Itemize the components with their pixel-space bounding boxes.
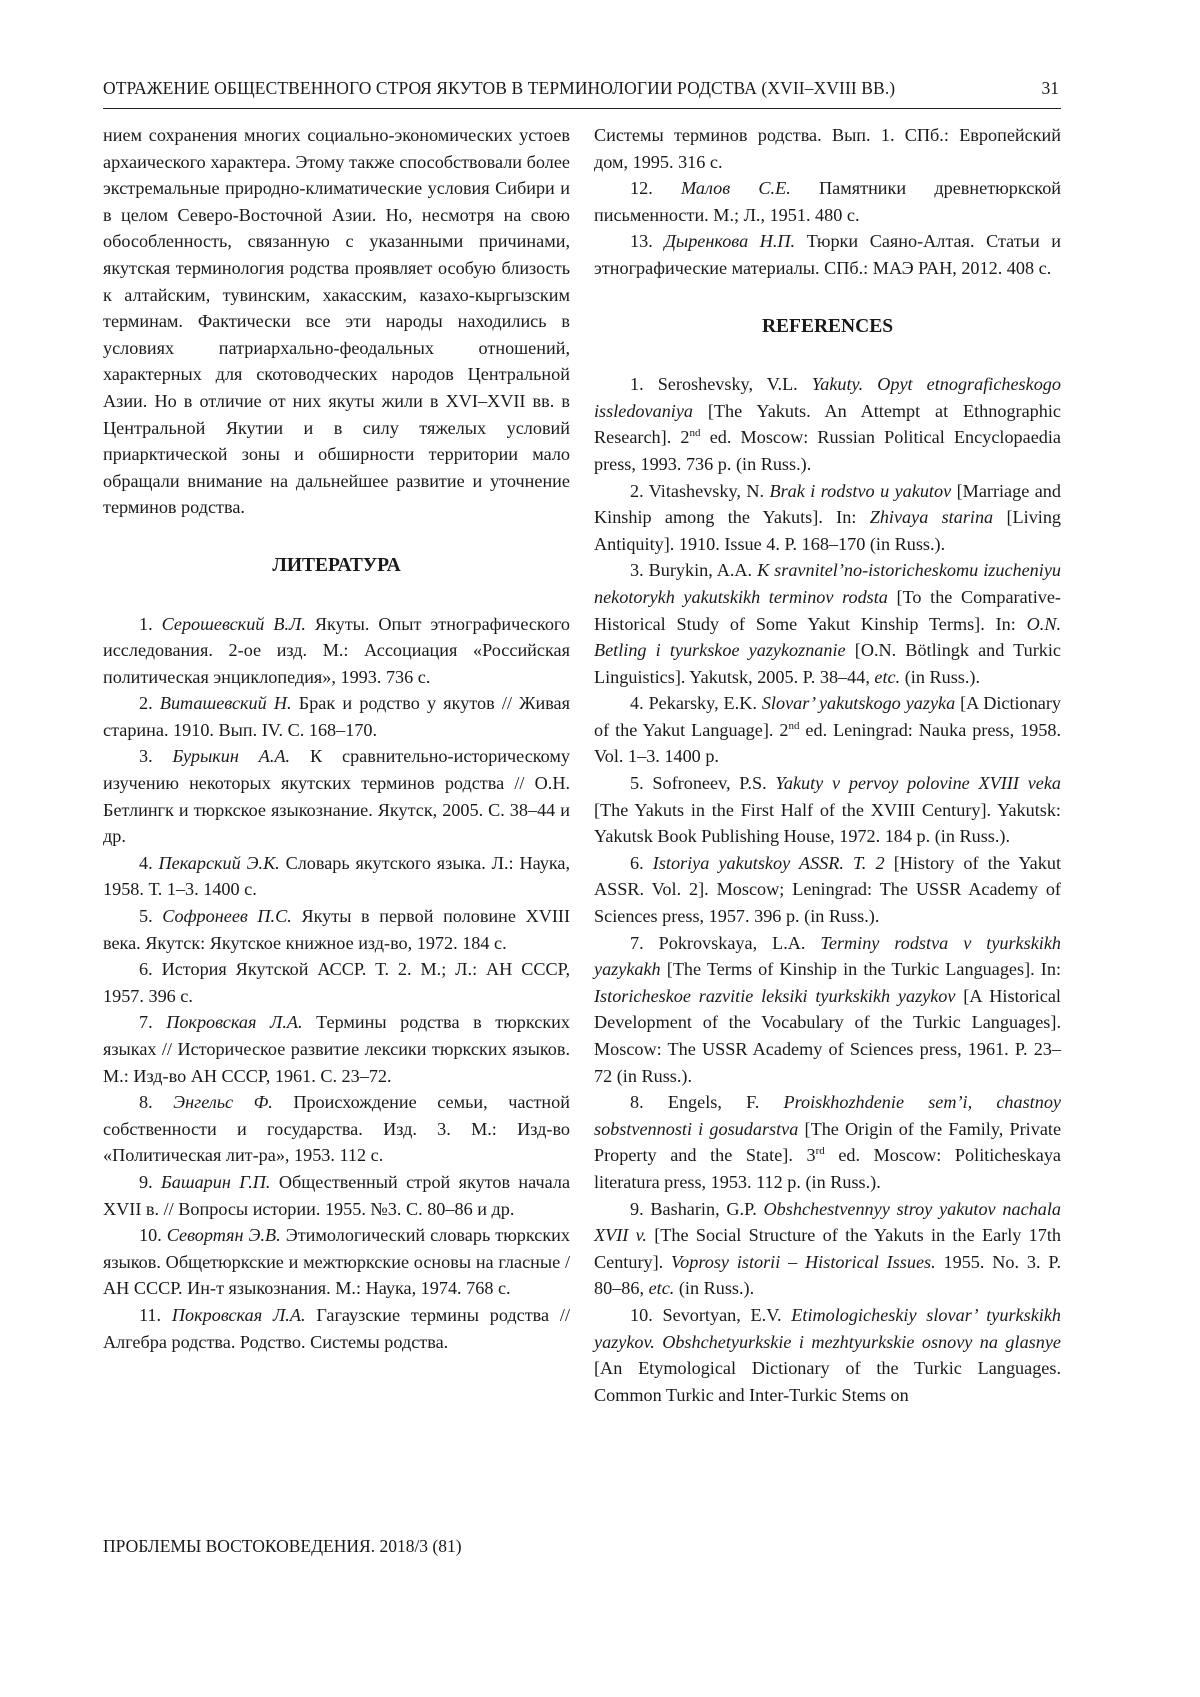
lit-item-9: 9. Башарин Г.П. Общественный строй якутов начала XVII в. // Вопросы истории. 1955. №3. С. 80–86 и др. (103, 1171, 571, 1219)
body-paragraph: нием сохранения многих социально-экономических устоев архаического характера. Этому также способствовали более экстремальные природно-климатические условия Сибири и в целом Северо-Восточной Азии. Но, несмотря на свою обособленность, связанную с указанными причинами, якутская терминология родства проявляет особую близость к алтайским, тувинским, хакасским, казахо-кыргызским терминам. Фактически все эти народы находились в условиях патриархально-феодальных отношений, характерных для скотоводческих народов Центральной Азии. Но в отличие от них якуты жили в XVI–XVII вв. в Центральной Якутии и в силу тяжелых условий приарктической зоны и обширности территории мало обращали внимание на дальнейшее развитие и уточнение терминов родства. (103, 125, 570, 518)
ref-item-3: 3. Burykin, A.A. K sravnitel’no-istoricheskomu izucheniyu nekotorykh yakutskikh terminov rodsta [To the Comparative-Historical Study of Some Yakut Kinship Terms]. In: O.N. Betling i tyurkskoe yazykoznanie [O.N. Bötlingk and Turkic Linguistics]. Yakutsk, 2005. P. 38–44, etc. (in Russ.). (594, 560, 1062, 687)
ref-item-5: 5. Sofroneev, P.S. Yakuty v pervoy polovine XVIII veka [The Yakuts in the First Half of the XVIII Century]. Yakutsk: Yakutsk Book Publishing House, 1972. 184 p. (in Russ.). (594, 773, 1062, 847)
page-number: 31 (1041, 78, 1059, 98)
running-title: ОТРАЖЕНИЕ ОБЩЕСТВЕННОГО СТРОЯ ЯКУТОВ В ТЕРМИНОЛОГИИ РОДСТВА (XVII–XVIII ВВ.) (103, 78, 896, 98)
lit-item-11: 11. Покровская Л.А. Гагаузские термины родства // Алгебра родства. Родство. Системы родства. (103, 1304, 571, 1352)
ref-item-1: 1. Seroshevsky, V.L. Yakuty. Opyt etnograficheskogo issledovaniya [The Yakuts. An Attempt at Ethnographic Research]. 2nd ed. Moscow: Russian Political Encyclopaedia press, 1993. 736 p. (in Russ.). (594, 374, 1061, 474)
lit-item-6: 6. История Якутской АССР. Т. 2. М.; Л.: АН СССР, 1957. 396 с. (103, 959, 571, 1006)
lit-item-4: 4. Пекарский Э.К. Словарь якутского языка. Л.: Наука, 1958. Т. 1–3. 1400 с. (103, 852, 570, 900)
journal-footer: ПРОБЛЕМЫ ВОСТОКОВЕДЕНИЯ. 2018/3 (81) (103, 1536, 462, 1556)
references-heading: REFERENCES (761, 315, 894, 337)
lit-item-7: 7. Покровская Л.А. Термины родства в тюркских языках // Историческое развитие лексики тюркских языков. М.: Изд-во АН СССР, 1961. С. 23–72. (103, 1012, 570, 1086)
lit-item-13: 13. Дыренкова Н.П. Тюрки Саяно-Алтая. Статьи и этнографические материалы. СПб.: МАЭ РАН, 2012. 408 с. (594, 231, 1062, 278)
ref-item-10: 10. Sevortyan, E.V. Etimologicheskiy slovar’ tyurkskikh yazykov. Obshchetyurkskie i mezhtyurkskie osnovy na glasnye [An Etymological Dictionary of the Turkic Languages. Common Turkic and Inter-Turkic Stems on (594, 1304, 1061, 1405)
lit-item-10: 10. Севортян Э.В. Этимологический словарь тюркских языков. Общетюркские и межтюркские основы на гласные / АН СССР. Ин-т языкознания. М.: Наука, 1974. 768 с. (103, 1225, 571, 1299)
ref-item-8: 8. Engels, F. Proiskhozhdenie sem’i, chastnoy sobstvennosti i gosudarstva [The Origin of the Family, Private Property and the State]. 3rd ed. Moscow: Politicheskaya literatura press, 1953. 112 p. (in Russ.). (594, 1092, 1062, 1192)
ref-item-4: 4. Pekarsky, E.K. Slovar’ yakutskogo yazyka [A Dictionary of the Yakut Language]. 2nd ed. Leningrad: Nauka press, 1958. Vol. 1–3. 1400 p. (594, 693, 1062, 767)
lit-item-11-continued: Системы терминов родства. Вып. 1. СПб.: Европейский дом, 1995. 316 с. (594, 125, 1061, 172)
right-column (594, 122, 1061, 1408)
lit-item-12: 12. Малов С.Е. Памятники древнетюркской письменности. М.; Л., 1951. 480 с. (594, 178, 1062, 225)
ref-item-2: 2. Vitashevsky, N. Brak i rodstvo u yakutov [Marriage and Kinship among the Yakuts]. In: Zhivaya starina [Living Antiquity]. 1910. Issue 4. P. 168–170 (in Russ.). (594, 480, 1062, 554)
lit-item-3: 3. Бурыкин А.А. К сравнительно-историческому изучению некоторых якутских терминов родства // О.Н. Бетлингк и тюркское языкознание. Якутск, 2005. С. 38–44 и др. (103, 746, 571, 847)
lit-item-5: 5. Софронеев П.С. Якуты в первой половине XVIII века. Якутск: Якутское книжное изд-во, 1972. 184 с. (103, 906, 571, 953)
ref-item-7: 7. Pokrovskaya, L.A. Terminy rodstva v tyurkskikh yazykakh [The Terms of Kinship in the Turkic Languages]. In: Istoricheskoe razvitie leksiki tyurkskikh yazykov [A Historical Development of the Vocabulary of the Turkic Languages]. Moscow: The USSR Academy of Sciences press, 1961. P. 23–72 (in Russ.). (594, 932, 1061, 1086)
literature-heading: ЛИТЕРАТУРА (272, 554, 401, 576)
ref-item-6: 6. Istoriya yakutskoy ASSR. T. 2 [History of the Yakut ASSR. Vol. 2]. Moscow; Leningrad: The USSR Academy of Sciences press, 1957. 396 p. (in Russ.). (594, 852, 1061, 927)
lit-item-8: 8. Энгельс Ф. Происхождение семьи, частной собственности и государства. Изд. 3. М.: Изд-во «Политическая лит-ра», 1953. 112 с. (103, 1092, 570, 1166)
lit-item-2: 2. Виташевский Н. Брак и родство у якутов // Живая старина. 1910. Вып. IV. С. 168–170. (103, 693, 570, 740)
lit-item-1: 1. Серошевский В.Л. Якуты. Опыт этнографического исследования. 2-ое изд. М.: Ассоциация «Российская политическая энциклопедия», 1993. 736 с. (103, 613, 571, 687)
left-column (103, 122, 570, 1355)
running-header (103, 78, 1061, 109)
ref-item-9: 9. Basharin, G.P. Obshchestvennyy stroy yakutov nachala XVII v. [The Social Structure of the Yakuts in the Early 17th Century]. Voprosy istorii – Historical Issues. 1955. No. 3. P. 80–86, etc. (in Russ.). (594, 1198, 1062, 1299)
